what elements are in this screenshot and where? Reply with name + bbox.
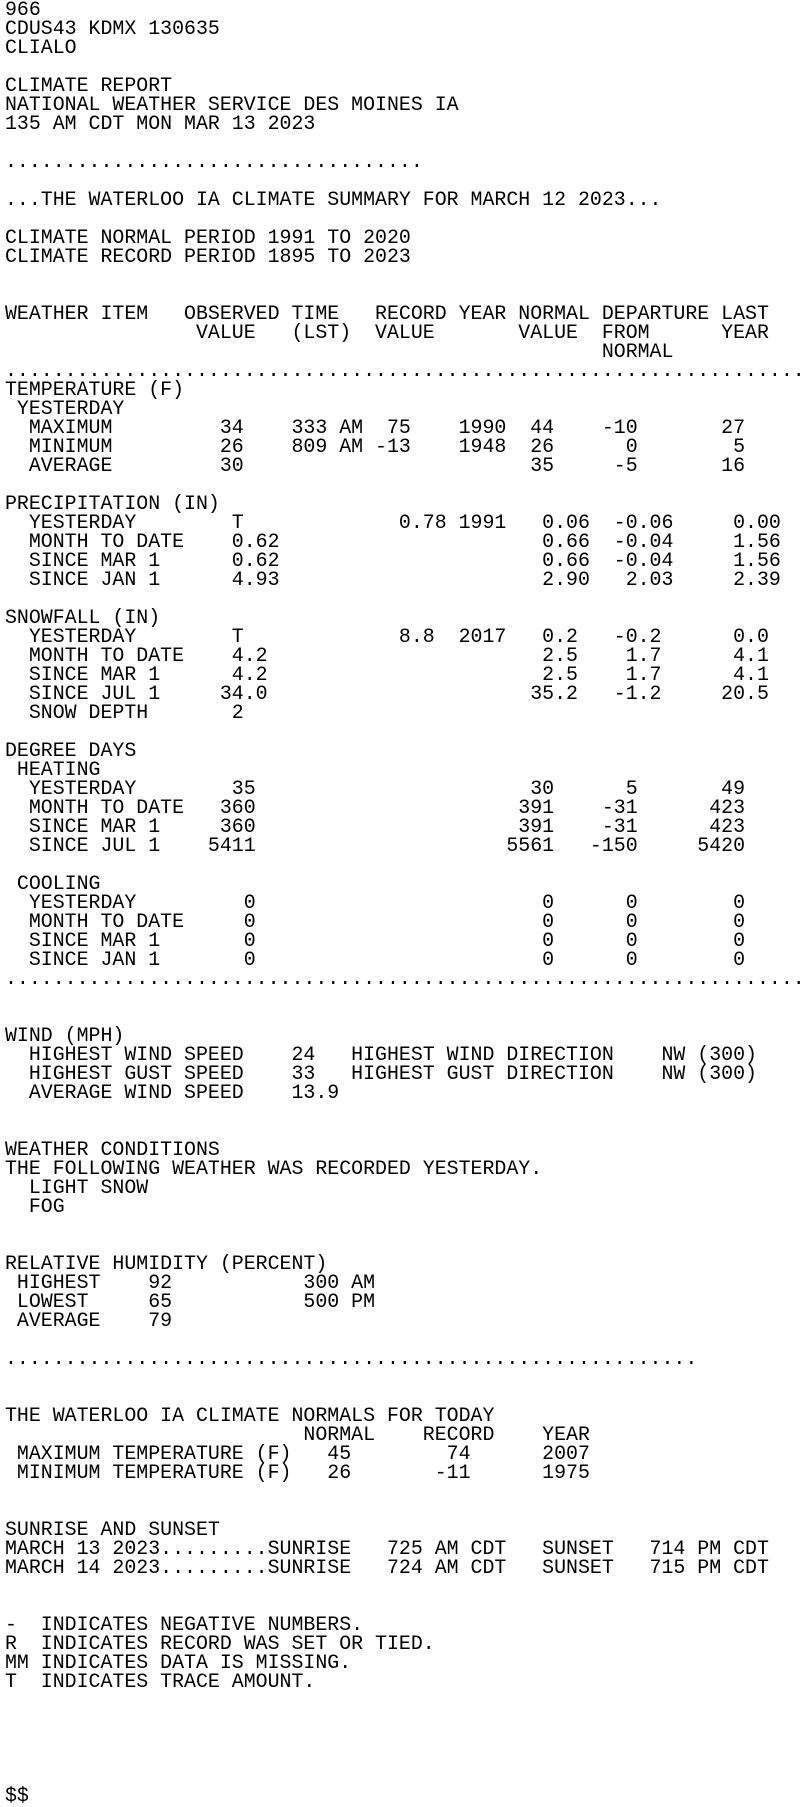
report-line: HIGHEST GUST SPEED 33 HIGHEST GUST DIRECTION NW (300)	[5, 1062, 757, 1085]
report-line: COOLING	[5, 872, 101, 895]
report-line: LOWEST 65 500 PM	[5, 1290, 376, 1313]
report-line: FOG	[5, 1195, 65, 1218]
report-line: NORMAL RECORD YEAR	[5, 1423, 590, 1446]
report-line: NORMAL	[5, 340, 674, 363]
report-line: MAXIMUM 34 333 AM 75 1990 44 -10 27	[5, 416, 746, 439]
report-line: LIGHT SNOW	[5, 1176, 149, 1199]
report-line: TEMPERATURE (F)	[5, 378, 185, 401]
report-line: WEATHER ITEM OBSERVED TIME RECORD YEAR NORMAL DEPARTURE LAST	[5, 302, 769, 325]
report-line: AVERAGE WIND SPEED 13.9	[5, 1081, 340, 1104]
report-line: THE FOLLOWING WEATHER WAS RECORDED YESTERDAY.	[5, 1157, 543, 1180]
report-line: T INDICATES TRACE AMOUNT.	[5, 1670, 316, 1693]
report-line: HEATING	[5, 758, 101, 781]
report-line: NATIONAL WEATHER SERVICE DES MOINES IA	[5, 93, 459, 116]
report-line: AVERAGE 79	[5, 1309, 173, 1332]
report-line: YESTERDAY T 0.78 1991 0.06 -0.06 0.00	[5, 511, 781, 534]
report-line: SINCE MAR 1 4.2 2.5 1.7 4.1	[5, 663, 769, 686]
climate-report-text	[5, 0, 805, 1805]
report-line: SUNRISE AND SUNSET	[5, 1518, 220, 1541]
report-line	[5, 1691, 805, 1710]
report-line	[5, 988, 805, 1007]
report-line	[5, 1577, 805, 1596]
report-line: YESTERDAY T 8.8 2017 0.2 -0.2 0.0	[5, 625, 769, 648]
report-line: MONTH TO DATE 0.62 0.66 -0.04 1.56	[5, 530, 781, 553]
report-line: SINCE MAR 1 0.62 0.66 -0.04 1.56	[5, 549, 781, 572]
report-line: MM INDICATES DATA IS MISSING.	[5, 1651, 352, 1674]
report-line: DEGREE DAYS	[5, 739, 137, 762]
report-line: AVERAGE 30 35 -5 16	[5, 454, 746, 477]
report-line: MINIMUM TEMPERATURE (F) 26 -11 1975	[5, 1461, 590, 1484]
report-line	[5, 1767, 805, 1786]
report-line: HIGHEST 92 300 AM	[5, 1271, 376, 1294]
report-line: SNOWFALL (IN)	[5, 606, 161, 629]
report-line: MAXIMUM TEMPERATURE (F) 45 74 2007	[5, 1442, 590, 1465]
report-line: SINCE MAR 1 0 0 0 0	[5, 929, 746, 952]
report-line	[5, 266, 805, 285]
report-line	[5, 1729, 805, 1748]
report-line: PRECIPITATION (IN)	[5, 492, 220, 515]
report-line: MINIMUM 26 809 AM -13 1948 26 0 5	[5, 435, 746, 458]
report-line: ...................................................................	[5, 967, 805, 990]
report-line	[5, 1102, 805, 1121]
report-line: ...THE WATERLOO IA CLIMATE SUMMARY FOR MARCH 12 2023...	[5, 188, 662, 211]
report-line	[5, 1007, 805, 1026]
report-line: CDUS43 KDMX 130635	[5, 17, 220, 40]
report-line: R INDICATES RECORD WAS SET OR TIED.	[5, 1632, 435, 1655]
report-line: CLIMATE REPORT	[5, 74, 173, 97]
report-line: SINCE MAR 1 360 391 -31 423	[5, 815, 746, 838]
report-line: MONTH TO DATE 4.2 2.5 1.7 4.1	[5, 644, 769, 667]
report-line: SNOW DEPTH 2	[5, 701, 244, 724]
report-line: - INDICATES NEGATIVE NUMBERS.	[5, 1613, 364, 1636]
report-line: RELATIVE HUMIDITY (PERCENT)	[5, 1252, 328, 1275]
report-line: ...................................................................	[5, 359, 805, 382]
report-line: SINCE JAN 1 0 0 0 0	[5, 948, 746, 971]
report-line: CLIALO	[5, 36, 77, 59]
report-line: SINCE JUL 1 5411 5561 -150 5420	[5, 834, 746, 857]
report-line: THE WATERLOO IA CLIMATE NORMALS FOR TODAY	[5, 1404, 495, 1427]
report-line	[5, 855, 805, 874]
report-line	[5, 1368, 805, 1387]
report-line: VALUE (LST) VALUE VALUE FROM YEAR	[5, 321, 769, 344]
report-line: SINCE JAN 1 4.93 2.90 2.03 2.39	[5, 568, 781, 591]
report-line: MARCH 13 2023.........SUNRISE 725 AM CDT SUNSET 714 PM CDT	[5, 1537, 769, 1560]
report-line: HIGHEST WIND SPEED 24 HIGHEST WIND DIRECTION NW (300)	[5, 1043, 757, 1066]
report-line	[5, 1216, 805, 1235]
report-line: CLIMATE NORMAL PERIOD 1991 TO 2020	[5, 226, 411, 249]
report-line	[5, 1748, 805, 1767]
report-line: WIND (MPH)	[5, 1024, 125, 1047]
report-line: 135 AM CDT MON MAR 13 2023	[5, 112, 316, 135]
report-line	[5, 1482, 805, 1501]
report-line: MONTH TO DATE 360 391 -31 423	[5, 796, 746, 819]
report-line: $$	[5, 1784, 29, 1807]
report-line: ...................................	[5, 150, 423, 173]
report-line	[5, 1710, 805, 1729]
report-line: YESTERDAY	[5, 397, 125, 420]
report-line: YESTERDAY 35 30 5 49	[5, 777, 746, 800]
report-line: CLIMATE RECORD PERIOD 1895 TO 2023	[5, 245, 411, 268]
report-line: 966	[5, 0, 41, 21]
report-line: YESTERDAY 0 0 0 0	[5, 891, 746, 914]
report-line: MONTH TO DATE 0 0 0 0	[5, 910, 746, 933]
report-line: ..........................................................	[5, 1347, 698, 1370]
report-line: SINCE JUL 1 34.0 35.2 -1.2 20.5	[5, 682, 769, 705]
report-line: WEATHER CONDITIONS	[5, 1138, 220, 1161]
report-line: MARCH 14 2023.........SUNRISE 724 AM CDT SUNSET 715 PM CDT	[5, 1556, 769, 1579]
